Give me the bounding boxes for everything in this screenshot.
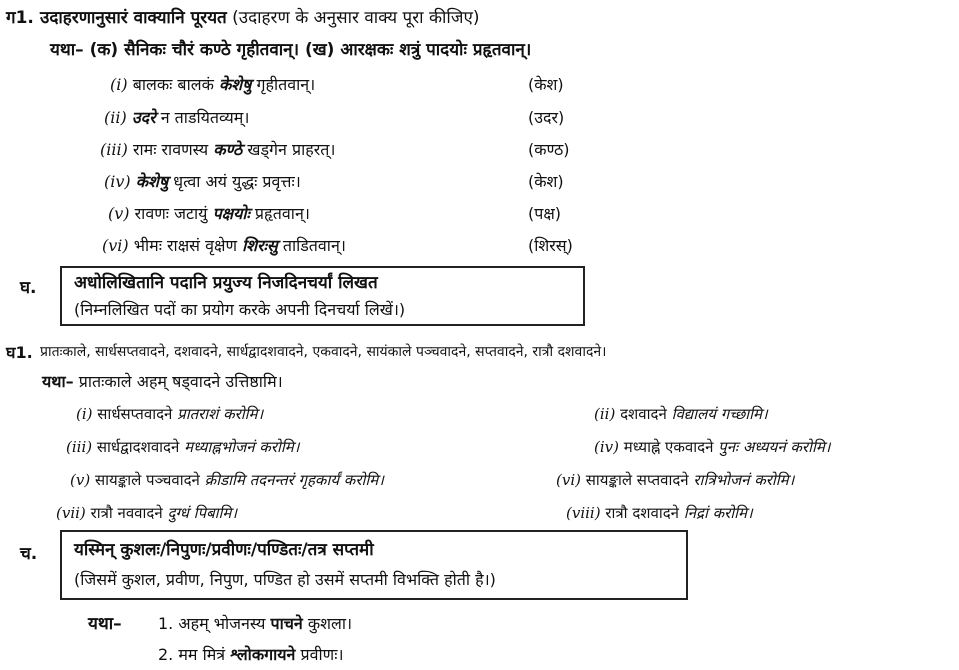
item-text-after: प्रवीणः। (300, 645, 344, 664)
gh1-item (66, 438, 299, 456)
g1-item (104, 172, 301, 191)
section-g1-example (50, 40, 531, 60)
item-hint: (केश) (528, 75, 564, 94)
item-number: (v) (108, 204, 130, 223)
g1-item (100, 140, 335, 159)
item-highlight-word: पाचने (270, 614, 303, 633)
gh1-item (594, 405, 768, 423)
item-answer: विद्यालयं गच्छामि। (671, 405, 768, 423)
item-text-before: मध्याह्ने एकवादने (623, 438, 714, 456)
item-hint: (उदर) (528, 108, 565, 127)
item-text-before: रावणः जटायुं (134, 204, 208, 223)
section-g1-subtitle: (उदाहरण के अनुसार वाक्य पूरा कीजिए) (232, 8, 480, 28)
item-number: 2. (158, 645, 174, 664)
item-number: (i) (76, 405, 93, 423)
section-g1-label: ग1. (6, 8, 34, 28)
example-text: (क) सैनिकः चौरं कण्ठे गृहीतवान्। (ख) आरक्षकः शत्रुं पादयोः प्रहृतवान्। (89, 40, 532, 60)
ch-example-item (158, 614, 352, 633)
item-number: (vi) (102, 236, 129, 255)
item-number: (i) (110, 75, 128, 94)
section-gh1-words: प्रातःकाले, सार्धसप्तवादने, दशवादने, सार्धद्वादशवादने, एकवादने, सायंकाले पञ्चवादने, सप्तवादने, रात्रौ दशवादने। (40, 344, 607, 360)
item-answer-word: केशेषु (135, 172, 169, 191)
section-gh-box (60, 266, 585, 326)
item-highlight-word: श्लोकगायने (230, 645, 296, 664)
section-gh1-label: घ1. (6, 343, 33, 362)
item-answer-word: शिरःसु (242, 236, 278, 255)
item-text-before: अहम् भोजनस्य (178, 614, 266, 633)
item-answer-word: उदरे (131, 108, 156, 127)
item-text-after: कुशला। (307, 614, 353, 633)
section-ch-subtitle: (जिसमें कुशल, प्रवीण, निपुण, पण्डित हो उसमें सप्तमी विभक्ति होती है।) (74, 570, 496, 589)
gh1-item (70, 471, 384, 489)
item-answer: क्रीडामि तदनन्तरं गृहकार्यं करोमि। (204, 471, 384, 489)
item-number: (iii) (66, 438, 93, 456)
section-g1-title: उदाहरणानुसारं वाक्यानि पूरयत (40, 8, 227, 28)
item-number: (v) (70, 471, 91, 489)
item-answer: पुनः अध्ययनं करोमि। (718, 438, 831, 456)
item-text-before: सायङ्काले सप्तवादने (585, 471, 689, 489)
item-answer-word: कण्ठे (213, 140, 243, 159)
section-g1-heading (40, 8, 479, 28)
item-answer: दुग्धं पिबामि। (167, 504, 238, 522)
gh1-item (594, 438, 831, 456)
item-text-before: मम मित्रं (178, 645, 226, 664)
item-text-before: रामः रावणस्य (132, 140, 209, 159)
section-ch-label: च. (20, 544, 38, 564)
item-number: 1. (158, 614, 174, 633)
item-text-before: सार्धद्वादशवादने (96, 438, 180, 456)
section-gh-label: घ. (20, 278, 37, 298)
item-number: (vii) (56, 504, 86, 522)
item-answer: प्रातराशं करोमि। (177, 405, 264, 423)
gh1-item (76, 405, 263, 423)
item-text-after: खड्गेन प्राहरत्। (247, 140, 336, 159)
item-number: (viii) (566, 504, 601, 522)
item-number: (iv) (594, 438, 619, 456)
item-text-after: धृत्वा अयं युद्धः प्रवृत्तः। (173, 172, 301, 191)
item-hint: (पक्ष) (528, 204, 562, 223)
item-text-before: दशवादने (620, 405, 667, 423)
item-hint: (कण्ठ) (528, 140, 570, 159)
g1-item (102, 236, 346, 255)
example-label: यथा– (42, 372, 74, 391)
item-text-before: सार्धसप्तवादने (97, 405, 173, 423)
item-text-before: भीमः राक्षसं वृक्षेण (133, 236, 238, 255)
item-number: (ii) (594, 405, 616, 423)
section-gh-subtitle: (निम्नलिखित पदों का प्रयोग करके अपनी दिनचर्या लिखें।) (74, 300, 406, 319)
item-number: (iv) (104, 172, 131, 191)
gh1-item (56, 504, 237, 522)
section-ch-example-label: यथा– (88, 614, 122, 634)
item-answer: रात्रिभोजनं करोमि। (693, 471, 795, 489)
section-gh1-example (42, 372, 283, 391)
section-gh-title: अधोलिखितानि पदानि प्रयुज्य निजदिनचर्यां लिखत (74, 273, 378, 293)
g1-item (104, 108, 249, 127)
item-number: (vi) (556, 471, 581, 489)
ch-example-item (158, 645, 344, 664)
section-ch-title: यस्मिन् कुशलः/निपुणः/प्रवीणः/पण्डितः/तत्र सप्तमी (74, 540, 374, 560)
item-text-before: रात्रौ नववादने (90, 504, 163, 522)
item-text-after: ताडितवान्। (282, 236, 346, 255)
g1-item (110, 75, 315, 94)
item-number: (ii) (104, 108, 127, 127)
item-text-before: रात्रौ दशवादने (605, 504, 679, 522)
item-answer-word: केशेषु (218, 75, 252, 94)
item-hint: (शिरस्) (528, 236, 573, 255)
item-answer-word: पक्षयोः (212, 204, 250, 223)
example-text: प्रातःकाले अहम् षड्वादने उत्तिष्ठामि। (78, 372, 283, 391)
item-text-after: गृहीतवान्। (256, 75, 316, 94)
g1-item (108, 204, 310, 223)
item-number: (iii) (100, 140, 128, 159)
example-label: यथा– (50, 40, 84, 60)
item-text-before: सायङ्काले पञ्चवादने (94, 471, 200, 489)
item-text-after: प्रहृतवान्। (254, 204, 310, 223)
item-text-after: न ताडयितव्यम्। (160, 108, 250, 127)
item-text-before: बालकः बालकं (132, 75, 214, 94)
item-answer: निद्रां करोमि। (683, 504, 753, 522)
item-answer: मध्याह्नभोजनं करोमि। (184, 438, 300, 456)
section-ch-box (60, 530, 688, 600)
gh1-item (556, 471, 794, 489)
item-hint: (केश) (528, 172, 564, 191)
gh1-item (566, 504, 753, 522)
